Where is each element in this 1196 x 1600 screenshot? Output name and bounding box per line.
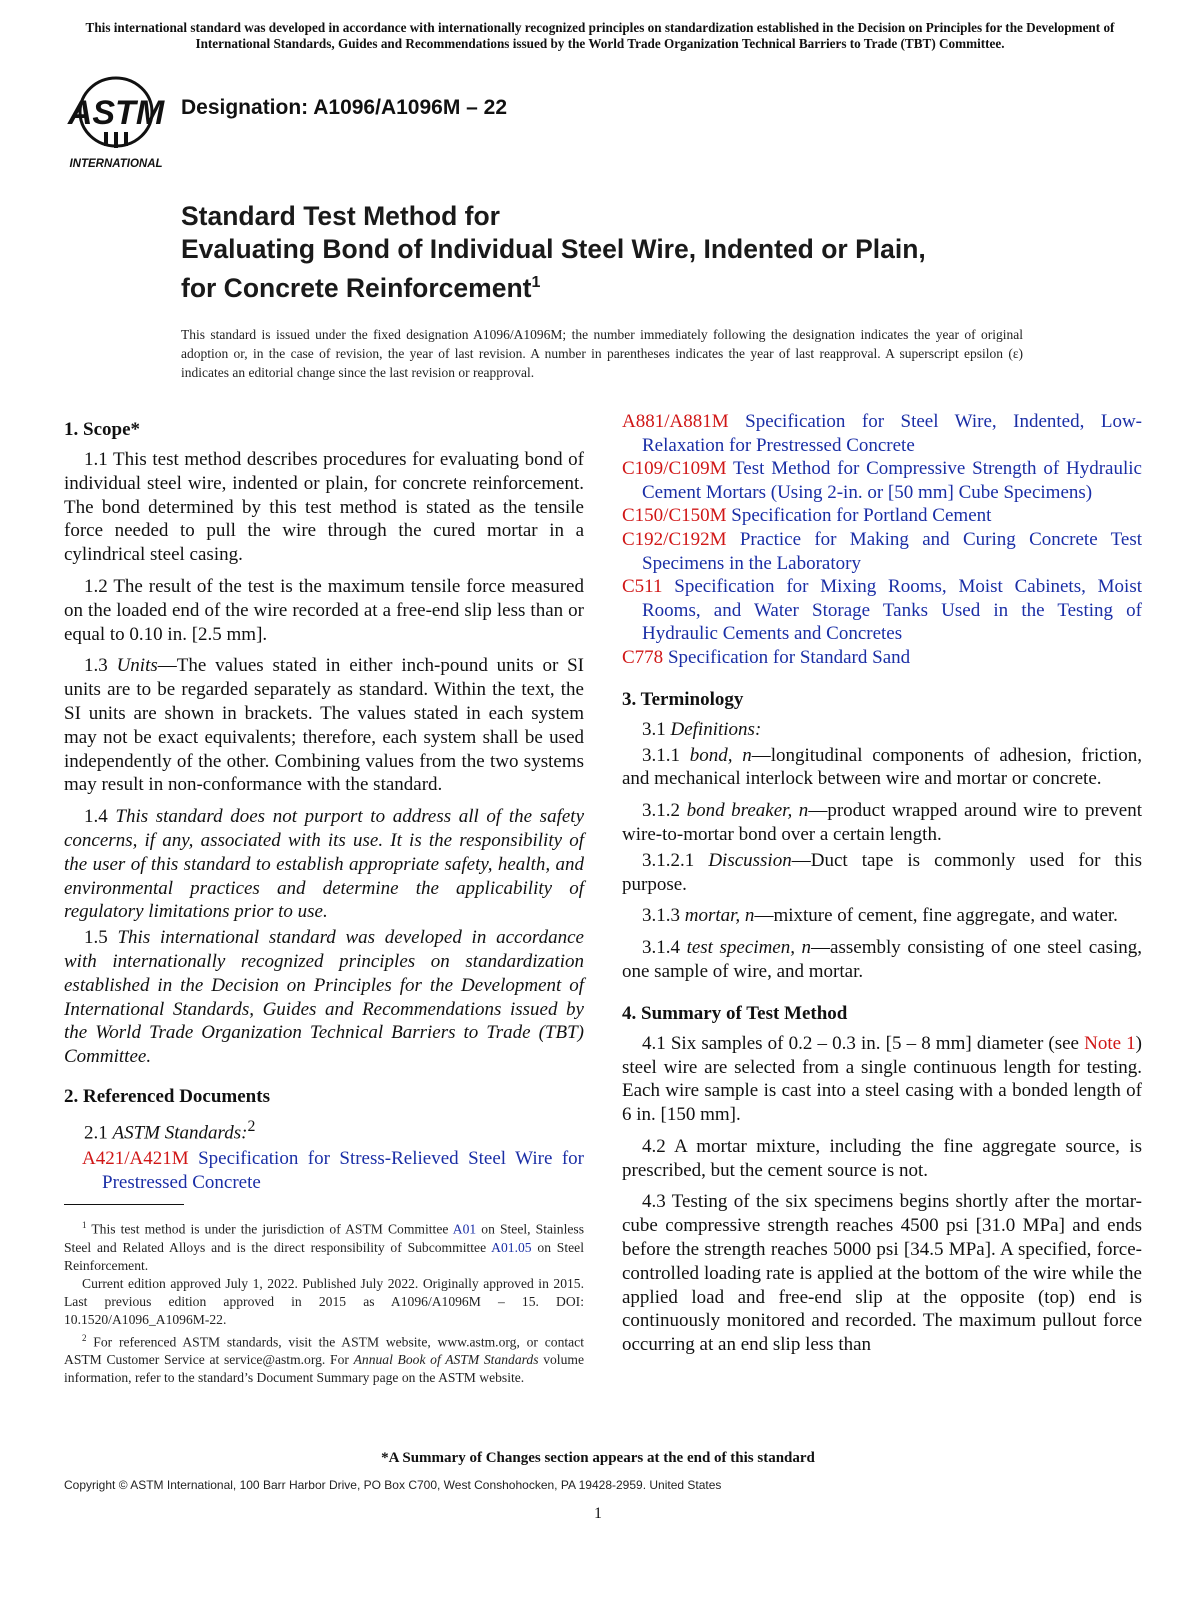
paragraph-1-2: 1.2 The result of the test is the maximum tensile force measured on the loaded end of the wire recorded at a free-end slip less than or equal to 0.10 in. [2.5 mm]. [64,575,584,645]
footnotes [64,1216,584,1387]
reference-code[interactable]: A881/A881M [622,411,729,432]
summary-of-changes-note: *A Summary of Changes section appears at the end of this standard [381,1450,815,1466]
astm-logo [64,72,168,170]
reference-item[interactable] [622,528,1142,575]
paragraph-1-3 [64,654,584,797]
paragraph-1-3-term: Units [116,655,158,677]
section-heading-scope: 1. Scope* [64,419,140,440]
definition-text: —assembly consisting of one steel casing, one sample of wire, and mortar. [622,937,1143,982]
paragraph-1-4-num: 1.4 [84,806,116,828]
title-line-3-text: for Concrete Reinforcement [181,272,532,303]
paragraph-1-5 [64,926,584,1069]
footnote-2-text-a: For referenced ASTM standards, visit the ASTM website, www.astm.org, or contact ASTM Customer Service at service@astm.org. For [64,1334,584,1368]
paragraph-1-5-num: 1.5 [84,927,118,949]
definition-term: Discussion [708,849,792,871]
definition-num: 3.1.2 [642,800,687,822]
subhead-footnote-mark[interactable]: 2 [247,1117,256,1135]
reference-title[interactable]: Specification for Portland Cement [731,505,992,527]
paragraph-4-3: 4.3 Testing of the six specimens begins shortly after the mortar-cube compressive strength reaches 4500 psi [31.0 MPa] and ends before the strength reaches 5000 psi [34.5 MPa]. A specified, force-controlled loading rate is applied at the bottom of the wire while the applied load and free-end slip at the opposite (top) end is continuously monitored and recorded. The maximum pullout force occurring at an end slip less than [622,1191,1142,1356]
definition-num: 3.1.1 [642,744,690,766]
astm-standards-subhead [84,1115,584,1145]
reference-title[interactable]: Specification for Standard Sand [667,646,911,668]
note-1-link[interactable]: Note 1 [1084,1032,1136,1054]
definition-discussion [622,849,1142,897]
reference-item[interactable] [622,575,1142,646]
right-column [622,410,1142,1365]
footnote-1-text-c: on Steel Reinforcement. [64,1239,584,1273]
designation: Designation: A1096/A1096M – 22 [181,96,508,119]
reference-item[interactable] [622,504,1142,528]
logo-subtext: INTERNATIONAL [69,158,163,170]
section-heading-summary: 4. Summary of Test Method [622,1002,848,1024]
definition-test-specimen [622,936,1142,984]
definition-text: —product wrapped around wire to prevent wire-to-mortar bond over a certain length. [622,800,1142,845]
reference-code[interactable]: C778 [622,646,664,668]
definition-term: test specimen, n [686,937,812,959]
paragraph-1-3-text: —The values stated in either inch-pound units or SI units are to be regarded separately as standard. Within the text, the SI units are shown in brackets. The values stated in each system may not be exact equivalents; therefore, each system shall be used independently of the other. Combining values from the two systems may result in non-conformance with the standard. [64,655,585,796]
definition-term: bond, n [689,744,752,766]
definition-text: —mixture of cement, fine aggregate, and water. [754,905,1118,927]
definition-term: bond breaker, n [686,800,809,822]
title-line-3 [181,266,926,305]
reference-item[interactable] [82,1147,584,1194]
paragraph-4-2: 4.2 A mortar mixture, including the fine aggregate source, is prescribed, but the cement source is not. [622,1135,1142,1181]
definitions-subhead [642,718,1142,742]
reference-code[interactable]: A421/A421M [82,1148,189,1170]
definition-bond-breaker [622,799,1142,847]
reference-title[interactable]: Practice for Making and Curing Concrete Test Specimens in the Laboratory [642,528,1142,574]
reference-title[interactable]: Specification for Mixing Rooms, Moist Cabinets, Moist Rooms, and Water Storage Tanks Used in the Testing of Hydraulic Cements and Concretes [642,576,1142,645]
paragraph-4-1-a: 4.1 Six samples of 0.2 – 0.3 in. [5 – 8 mm] diameter (see [642,1032,1085,1054]
reference-title[interactable]: Specification for Stress-Relieved Steel Wire for Prestressed Concrete [102,1148,584,1193]
title-footnote-mark[interactable]: 1 [531,274,541,291]
footnote-1-text-b: on Steel, Stainless Steel and Related Alloys and is the direct responsibility of Subcommittee [64,1221,584,1255]
reference-code[interactable]: C192/C192M [622,528,727,550]
section-heading-terminology: 3. Terminology [622,688,744,710]
title-line-2: Evaluating Bond of Individual Steel Wire, Indented or Plain, [181,234,926,264]
footnote-1-mark: 1 [82,1220,87,1230]
reference-code[interactable]: C109/C109M [622,458,727,480]
definition-num: 3.1.4 [642,937,687,959]
subcommittee-a01-05-link[interactable]: A01.05 [491,1239,532,1255]
subhead-title: ASTM Standards: [112,1122,248,1144]
footnote-rule [64,1204,184,1205]
paragraph-4-1 [622,1032,1142,1127]
committee-a01-link[interactable]: A01 [452,1221,477,1237]
section-heading-referenced-documents: 2. Referenced Documents [64,1085,270,1107]
astm-logo-mark [67,78,165,148]
reference-code[interactable]: C511 [622,576,663,598]
footnote-edition: Current edition approved July 1, 2022. Published July 2022. Originally approved in 2015. Last previous edition approved in 2015 as A1096/A1096M – 15. DOI: 10.1520/A1096_A1096M-22. [64,1275,584,1327]
paragraph-1-1: 1.1 This test method describes procedures for evaluating bond of individual steel wire, indented or plain, for concrete reinforcement. The bond determined by this test method is stated as the tensile force needed to pull the wire through the cured mortar in a cylindrical steel casing. [64,449,584,566]
footnote-1-text-a: This test method is under the jurisdiction of ASTM Committee [86,1221,453,1237]
definition-num: 3.1.3 [642,905,685,927]
svg-text:ASTM: ASTM [67,94,165,132]
page-number: 1 [594,1505,602,1522]
reference-item[interactable] [622,646,1142,670]
definition-mortar [622,904,1142,928]
left-column [64,418,584,1194]
definition-bond [622,744,1142,792]
definition-text: —longitudinal components of adhesion, friction, and mechanical interlock between wire and mortar or concrete. [622,744,1142,790]
definition-text: —Duct tape is commonly used for this purpose. [622,849,1142,895]
footnote-2 [64,1329,584,1388]
subhead-num: 2.1 [84,1122,113,1144]
copyright: Copyright © ASTM International, 100 Barr Harbor Drive, PO Box C700, West Conshohocken, PA 19428-2959. United States [64,1478,722,1492]
footnote-2-mark: 2 [82,1332,87,1343]
paragraph-1-4-text: This standard does not purport to address all of the safety concerns, if any, associated with its use. It is the responsibility of the user of this standard to establish appropriate safety, health, and environmental practices and determine the applicability of regulatory limitations prior to use. [64,806,584,923]
paragraph-4-1-b: ) steel wire are selected from a single continuous length for testing. Each wire sample is cast into a steel casing with a bonded length of 6 in. [150 mm]. [622,1032,1142,1126]
document-title [181,200,926,305]
title-line-1: Standard Test Method for [181,201,500,231]
paragraph-1-4 [64,805,584,924]
reference-code[interactable]: C150/C150M [622,505,727,527]
issuance-statement: This standard is issued under the fixed designation A1096/A1096M; the number immediately following the designation indicates the year of original adoption or, in the case of revision, the year of last revision. A number in parentheses indicates the year of last reapproval. A superscript epsilon (ε) indicates an editorial change since the last revision or reapproval. [181,327,1023,380]
top-notice: This international standard was developed in accordance with internationally recognized principles on standardization established in the Decision on Principles for the Development of International Standards, Guides and Recommendations issued by the World Trade Organization Technical Barriers to Trade (TBT) Committee. [85,20,1115,51]
paragraph-1-5-text: This international standard was developed in accordance with internationally recognized principles on standardization established in the Decision on Principles for the Development of International Standards, Guides and Recommendations issued by the World Trade Organization Technical Barriers to Trade (TBT) Committee. [64,927,584,1068]
paragraph-1-3-num: 1.3 [84,655,117,677]
reference-title[interactable]: Specification for Steel Wire, Indented, Low-Relaxation for Prestressed Concrete [642,411,1142,456]
definitions-num: 3.1 [642,718,671,740]
reference-item[interactable] [622,410,1142,457]
footnote-2-italic: Annual Book of ASTM Standards [353,1352,539,1368]
footnote-1 [64,1216,584,1275]
reference-item[interactable] [622,457,1142,504]
definition-num: 3.1.2.1 [642,849,709,871]
definitions-title: Definitions: [670,718,762,740]
reference-title[interactable]: Test Method for Compressive Strength of Hydraulic Cement Mortars (Using 2-in. or [50 mm] Cube Specimens) [642,458,1142,503]
definition-term: mortar, n [684,905,755,927]
footnote-2-text-b: volume information, refer to the standard’s Document Summary page on the ASTM website. [64,1352,584,1386]
